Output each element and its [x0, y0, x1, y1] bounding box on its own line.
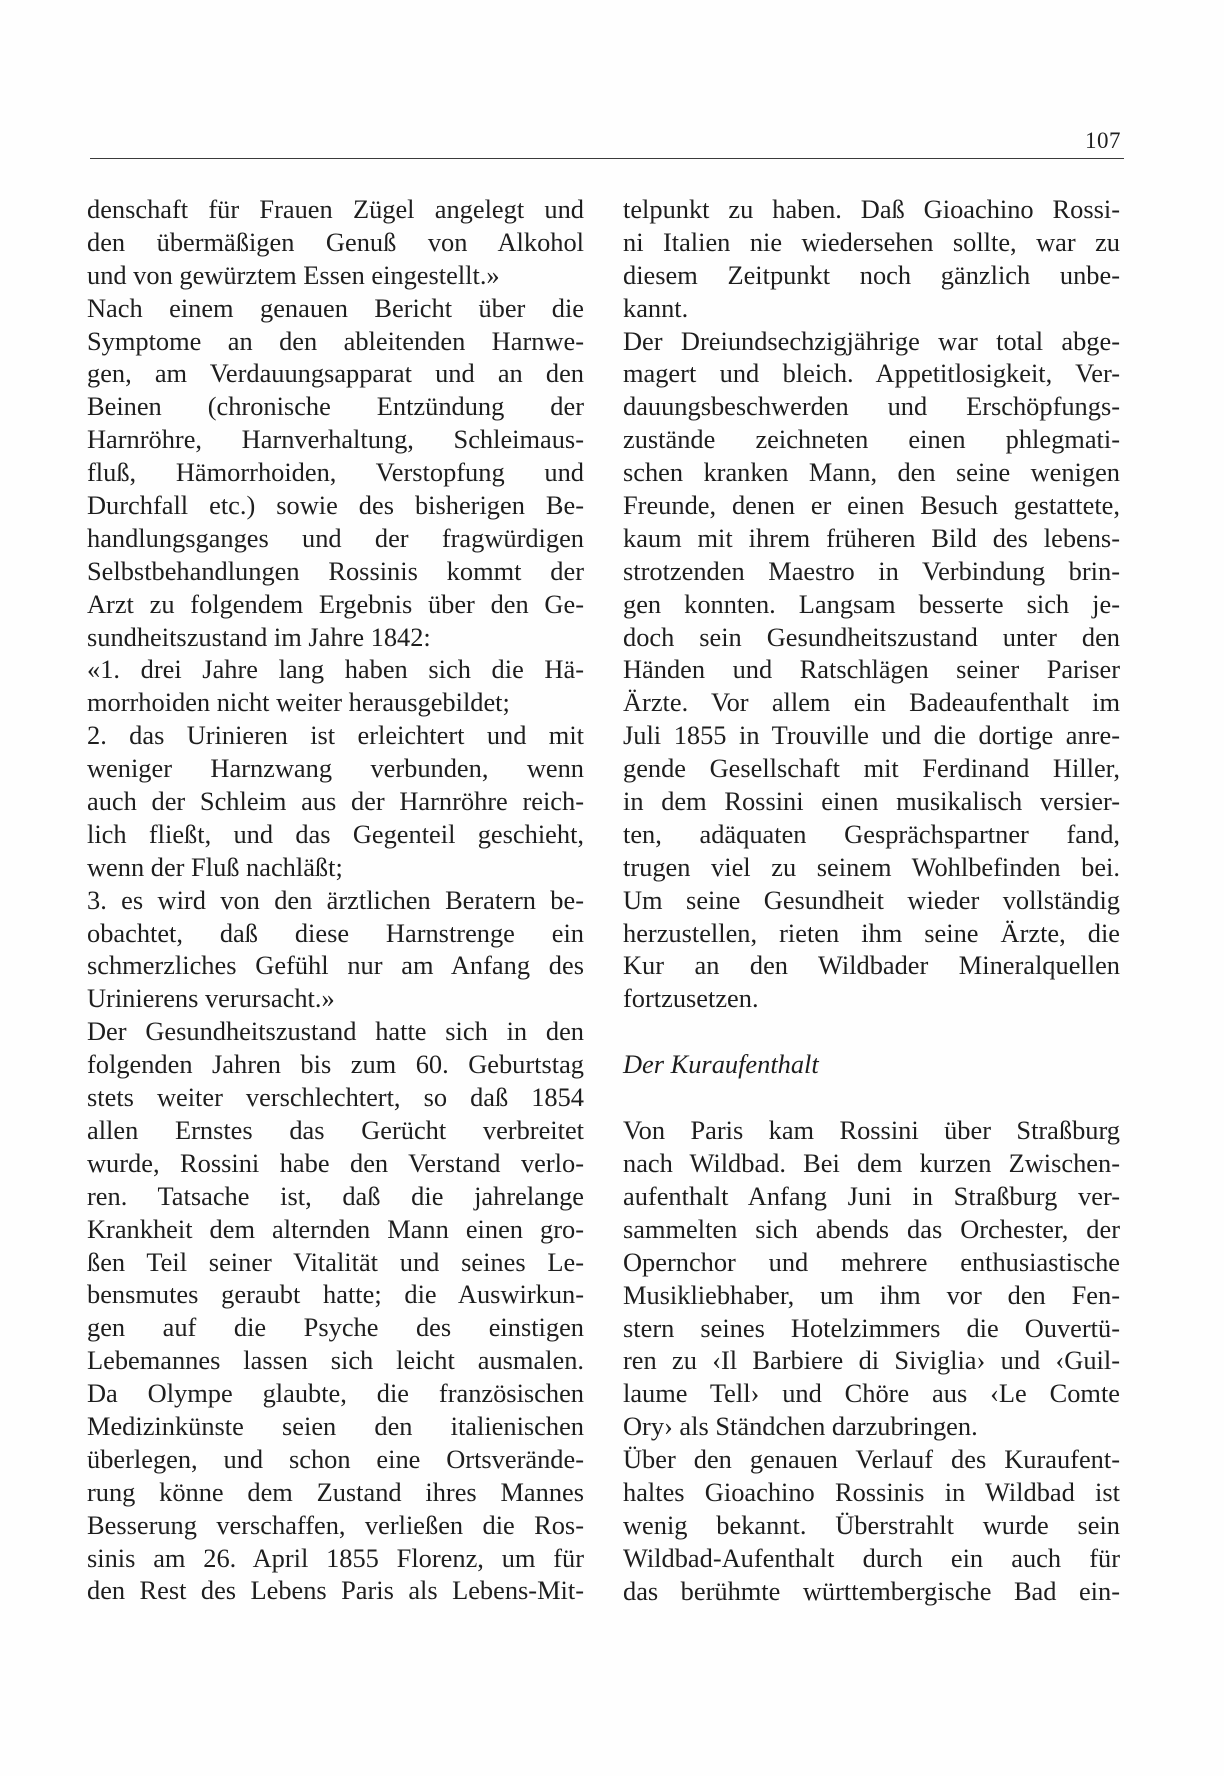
text-line: ren. Tatsache ist, daß die jahrelange [87, 1180, 584, 1211]
text-line: kaum mit ihrem früheren Bild des lebens- [623, 522, 1120, 553]
text-line: ni Italien nie wiedersehen sollte, war zu [623, 226, 1120, 257]
right-text-column [623, 193, 1120, 1608]
text-line: ten, adäquaten Gesprächspartner fand, [623, 818, 1120, 849]
text-line: diesem Zeitpunkt noch gänzlich unbe- [623, 259, 1120, 290]
header-rule [90, 158, 1124, 159]
text-line: wenig bekannt. Überstrahlt wurde sein [623, 1509, 1120, 1540]
text-line: auch der Schleim aus der Harnröhre reich- [87, 786, 584, 817]
text-line: telpunkt zu haben. Daß Gioachino Rossi- [623, 194, 1120, 224]
text-line: wenn der Fluß nachläßt; [87, 851, 343, 882]
text-line: ren zu ‹Il Barbiere di Siviglia› und ‹Guil- [623, 1345, 1120, 1376]
text-line: gen konnten. Langsam besserte sich je- [623, 588, 1120, 619]
text-line: lich fließt, und das Gegenteil geschieht, [87, 818, 584, 849]
text-line: Der Dreiundsechzigjährige war total abge- [623, 325, 1120, 356]
text-line: sammelten sich abends das Orchester, der [623, 1213, 1120, 1244]
text-line: gende Gesellschaft mit Ferdinand Hiller, [623, 753, 1120, 784]
text-line: handlungsganges und der fragwürdigen [87, 522, 584, 553]
text-line: Händen und Ratschlägen seiner Pariser [623, 654, 1120, 685]
text-line: Ory› als Ständchen darzubringen. [623, 1411, 978, 1442]
right-column-top [623, 193, 1120, 1015]
text-line: Krankheit dem alternden Mann einen gro- [87, 1213, 584, 1244]
text-line: Durchfall etc.) sowie des bisherigen Be- [87, 490, 584, 521]
text-line: Beinen (chronische Entzündung der [87, 391, 584, 422]
text-line: gen, am Verdauungsapparat und an den [87, 358, 584, 389]
text-line: Lebemannes lassen sich leicht ausmalen. [87, 1345, 584, 1376]
text-line: aufenthalt Anfang Juni in Straßburg ver- [623, 1180, 1120, 1211]
text-line: kannt. [623, 292, 689, 323]
text-line: gen auf die Psyche des einstigen [87, 1312, 584, 1343]
text-line: Selbstbehandlungen Rossinis kommt der [87, 555, 584, 586]
text-line: herzustellen, rieten ihm seine Ärzte, die [623, 917, 1120, 948]
left-text-column [87, 193, 584, 1607]
text-line: und von gewürztem Essen eingestellt.» [87, 259, 500, 290]
text-line: schen kranken Mann, den seine wenigen [623, 457, 1120, 488]
text-line: «1. drei Jahre lang haben sich die Hä- [87, 654, 584, 685]
page-number: 107 [1085, 128, 1121, 153]
text-line: Besserung verschaffen, verließen die Ros- [87, 1509, 584, 1540]
text-line: Da Olympe glaubte, die französischen [87, 1378, 584, 1409]
text-line: magert und bleich. Appetitlosigkeit, Ver- [623, 358, 1120, 389]
section-heading: Der Kuraufenthalt [623, 1049, 819, 1080]
text-line: morrhoiden nicht weiter herausgebildet; [87, 687, 510, 718]
text-line: den übermäßigen Genuß von Alkohol [87, 226, 584, 257]
text-line: Harnröhre, Harnverhaltung, Schleimaus- [87, 424, 584, 455]
text-line: Musikliebhaber, um ihm vor den Fen- [623, 1279, 1120, 1310]
text-line: trugen viel zu seinem Wohlbefinden bei. [623, 851, 1120, 882]
text-line: sundheitszustand im Jahre 1842: [87, 621, 431, 652]
section-gap [623, 1015, 1120, 1048]
text-line: Wildbad-Aufenthalt durch ein auch für [623, 1542, 1120, 1573]
text-line: fortzusetzen. [623, 983, 759, 1014]
text-line: laume Tell› und Chöre aus ‹Le Comte [623, 1378, 1120, 1409]
text-line: Opernchor und mehrere enthusiastische [623, 1246, 1120, 1277]
text-line: denschaft für Frauen Zügel angelegt und [87, 194, 584, 224]
text-line: zustände zeichneten einen phlegmati- [623, 424, 1120, 455]
text-line: Ärzte. Vor allem ein Badeaufenthalt im [623, 687, 1120, 718]
text-line: rung könne dem Zustand ihres Mannes [87, 1476, 584, 1507]
right-column-bottom [623, 1114, 1120, 1607]
text-line: haltes Gioachino Rossinis in Wildbad ist [623, 1476, 1120, 1507]
text-line: dauungsbeschwerden und Erschöpfungs- [623, 391, 1120, 422]
text-line: Nach einem genauen Bericht über die [87, 292, 584, 323]
text-line: den Rest des Lebens Paris als Lebens-Mit- [87, 1575, 584, 1606]
text-line: Über den genauen Verlauf des Kuraufent- [623, 1444, 1120, 1475]
text-line: stets weiter verschlechtert, so daß 1854 [87, 1082, 584, 1113]
text-line: schmerzliches Gefühl nur am Anfang des [87, 950, 584, 981]
text-line: Arzt zu folgendem Ergebnis über den Ge- [87, 588, 584, 619]
text-line: obachtet, daß diese Harnstrenge ein [87, 917, 584, 948]
text-line: Medizinkünste seien den italienischen [87, 1410, 584, 1441]
text-line: Urinierens verursacht.» [87, 983, 335, 1014]
text-line: strotzenden Maestro in Verbindung brin- [623, 555, 1120, 586]
text-line: ßen Teil seiner Vitalität und seines Le- [87, 1246, 584, 1277]
section-gap-after-heading [623, 1081, 1120, 1114]
text-line: Kur an den Wildbader Mineralquellen [623, 950, 1120, 981]
text-line: Der Gesundheitszustand hatte sich in den [87, 1016, 584, 1047]
text-line: weniger Harnzwang verbunden, wenn [87, 753, 584, 784]
text-line: folgenden Jahren bis zum 60. Geburtstag [87, 1049, 584, 1080]
text-line: 2. das Urinieren ist erleichtert und mit [87, 720, 584, 751]
text-line: Freunde, denen er einen Besuch gestattete, [623, 490, 1120, 521]
text-line: das berühmte württembergische Bad ein- [623, 1575, 1120, 1606]
text-line: allen Ernstes das Gerücht verbreitet [87, 1114, 584, 1145]
text-line: Juli 1855 in Trouville und die dortige anre- [623, 720, 1120, 751]
text-line: nach Wildbad. Bei dem kurzen Zwischen- [623, 1148, 1120, 1179]
text-line: überlegen, und schon eine Ortsverände- [87, 1443, 584, 1474]
text-line: wurde, Rossini habe den Verstand verlo- [87, 1147, 584, 1178]
text-line: doch sein Gesundheitszustand unter den [623, 621, 1120, 652]
text-line: 3. es wird von den ärztlichen Beratern be- [87, 884, 584, 915]
text-line: Von Paris kam Rossini über Straßburg [623, 1115, 1120, 1146]
text-line: bensmutes geraubt hatte; die Auswirkun- [87, 1279, 584, 1310]
text-line: fluß, Hämorrhoiden, Verstopfung und [87, 457, 584, 488]
text-line: stern seines Hotelzimmers die Ouvertü- [623, 1312, 1120, 1343]
text-line: sinis am 26. April 1855 Florenz, um für [87, 1542, 584, 1573]
text-line: Um seine Gesundheit wieder vollständig [623, 884, 1120, 915]
text-line: in dem Rossini einen musikalisch versier- [623, 786, 1120, 817]
text-line: Symptome an den ableitenden Harnwe- [87, 325, 584, 356]
